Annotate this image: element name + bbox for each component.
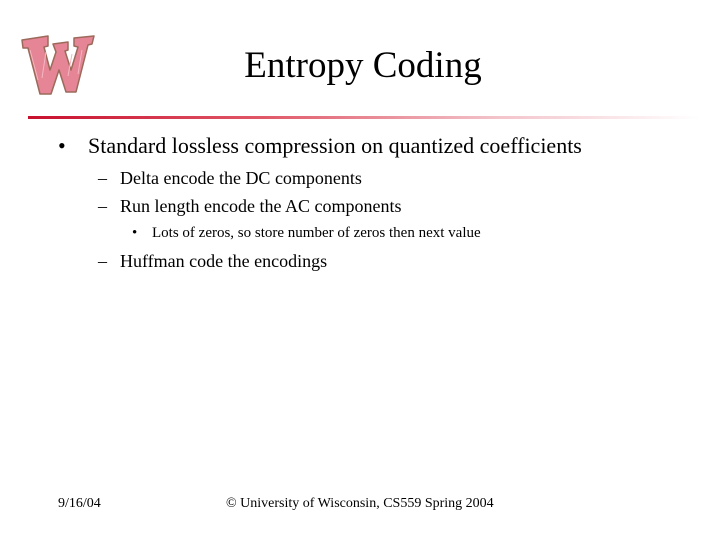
bullet-glyph: • xyxy=(132,225,138,241)
dash-glyph: – xyxy=(98,196,107,216)
slide-title: Entropy Coding xyxy=(244,45,482,86)
motion-w-logo-icon xyxy=(18,30,96,100)
bullet-level2 xyxy=(98,248,618,274)
bullet-text: Run length encode the AC components xyxy=(120,196,402,216)
bullet-text: Delta encode the DC components xyxy=(120,168,362,188)
bullet-text: Standard lossless compression on quantized coefficients xyxy=(88,133,582,158)
bullet-level3 xyxy=(132,222,652,244)
title-underline xyxy=(28,116,700,119)
dash-glyph: – xyxy=(98,251,107,271)
bullet-level1 xyxy=(58,130,708,162)
dash-glyph: – xyxy=(98,168,107,188)
footer-date: 9/16/04 xyxy=(58,496,101,511)
bullet-glyph: • xyxy=(58,133,66,158)
bullet-level2 xyxy=(98,165,618,191)
bullet-text: Lots of zeros, so store number of zeros then next value xyxy=(152,225,481,241)
bullet-text: Huffman code the encodings xyxy=(120,251,328,271)
footer-copyright: © University of Wisconsin, CS559 Spring 2004 xyxy=(226,496,494,511)
bullet-level2 xyxy=(98,193,618,219)
